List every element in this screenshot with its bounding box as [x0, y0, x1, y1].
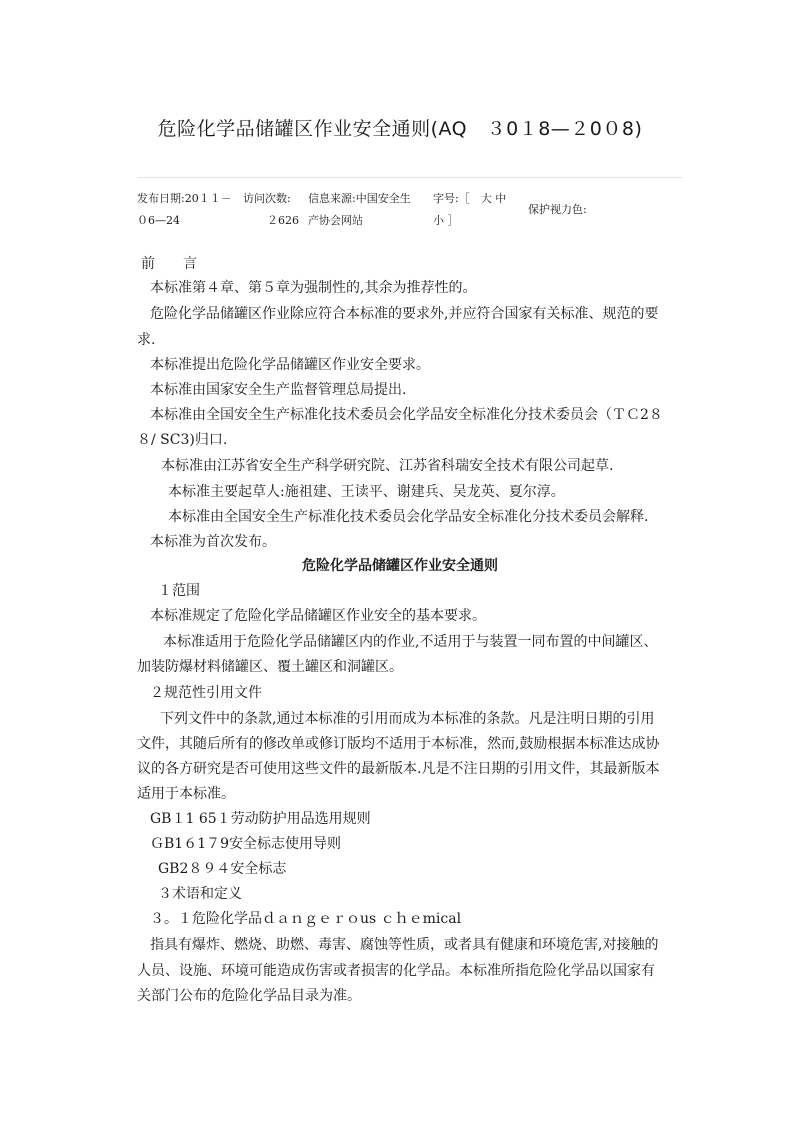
publish-date: [137, 188, 232, 232]
paragraph-line: 本标准适用于危险化学品储罐区内的作业,不适用于与装置一同布置的中间罐区、: [163, 634, 658, 650]
paragraph-line: 议的各方研究是否可使用这些文件的最新版本.凡是不注日期的引用文件，其最新版本: [137, 761, 660, 777]
eye-protection-label[interactable]: 保护视力色:: [528, 203, 587, 216]
visit-count: [243, 188, 299, 232]
paragraph-line: 加装防爆材料储罐区、覆土罐区和洞罐区。: [137, 659, 403, 675]
term-heading: ３。１危险化学品ｄａｎｇｅｒｏus ｃｈｅmical: [150, 911, 462, 927]
paragraph-line: ８/ SC3)归口.: [137, 432, 228, 448]
preface-heading: 前 言: [141, 256, 197, 272]
paragraph-line: 危险化学品储罐区作业除应符合本标准的要求外,并应符合国家有关标准、规范的要: [150, 306, 659, 322]
font-size-line1[interactable]: 字号:［ 大 中: [433, 192, 507, 205]
visit-count-line2: ２626: [267, 214, 299, 227]
paragraph-line: 人员、设施、环境可能造成伤害或者损害的化学品。本标准所指危险化学品以国家有: [137, 963, 655, 979]
paragraph-line: 本标准由江苏省安全生产科学研究院、江苏省科瑞安全技术有限公司起草.: [161, 458, 614, 474]
paragraph-line: 本标准由全国安全生产标准化技术委员会化学品安全标准化分技术委员会解释.: [168, 509, 649, 525]
eye-protection-color[interactable]: [528, 199, 587, 221]
paragraph-line: 文件，其随后所有的修改单或修订版均不适用于本标准，然而,鼓励根据本标准达成协: [137, 736, 660, 752]
paragraph-line: 指具有爆炸、燃烧、助燃、毒害、腐蚀等性质，或者具有健康和环境危害,对接触的: [150, 937, 659, 953]
section-title: 危险化学品储罐区作业安全通则: [302, 558, 498, 574]
paragraph-line: 本标准提出危险化学品储罐区作业安全要求。: [150, 357, 430, 373]
publish-date-line1: 发布日期:20１１－: [137, 192, 232, 205]
info-source-line2: 产协会网站: [308, 214, 363, 227]
reference-item: GB１1 65１劳动防护用品选用规则: [150, 811, 371, 827]
paragraph-line: 本标准由国家安全生产监督管理总局提出.: [150, 382, 407, 398]
info-source-line1: 信息来源:中国安全生: [308, 192, 411, 205]
paragraph-line: 本标准规定了危险化学品储罐区作业安全的基本要求。: [150, 608, 486, 624]
paragraph-line: 关部门公布的危险化学品目录为准。: [137, 988, 361, 1004]
paragraph-line: 本标准主要起草人:施祖建、王读平、谢建兵、吴龙英、夏尔淳。: [168, 484, 565, 500]
paragraph-line: 适用于本标准。: [137, 786, 235, 802]
paragraph-line: 本标准为首次发布。: [150, 534, 276, 550]
section-heading: １范围: [158, 583, 200, 599]
section-heading: ３术语和定义: [158, 886, 242, 902]
paragraph-line: 求.: [137, 332, 156, 348]
paragraph-line: 下列文件中的条款,通过本标准的引用而成为本标准的条款。凡是注明日期的引用: [160, 711, 655, 727]
visit-count-line1: 访问次数:: [243, 192, 291, 205]
publish-date-line2: ０6—24: [137, 214, 180, 227]
section-heading: ２规范性引用文件: [150, 685, 262, 701]
reference-item: ＧB1６1７9安全标志使用导则: [150, 836, 342, 852]
divider: [137, 177, 682, 178]
font-size-selector[interactable]: [433, 188, 506, 232]
reference-item: GB2８９４安全标志: [158, 861, 287, 877]
paragraph-line: 本标准第４章、第５章为强制性的,其余为推荐性的。: [150, 280, 477, 296]
page-title: 危险化学品储罐区作业安全通则(AQ ３0１8—２0０8): [157, 118, 643, 140]
paragraph-line: 本标准由全国安全生产标准化技术委员会化学品安全标准化分技术委员会（ＴＣ2８: [150, 407, 663, 423]
info-source: [308, 188, 411, 232]
font-size-line2[interactable]: 小 ］: [433, 214, 459, 227]
